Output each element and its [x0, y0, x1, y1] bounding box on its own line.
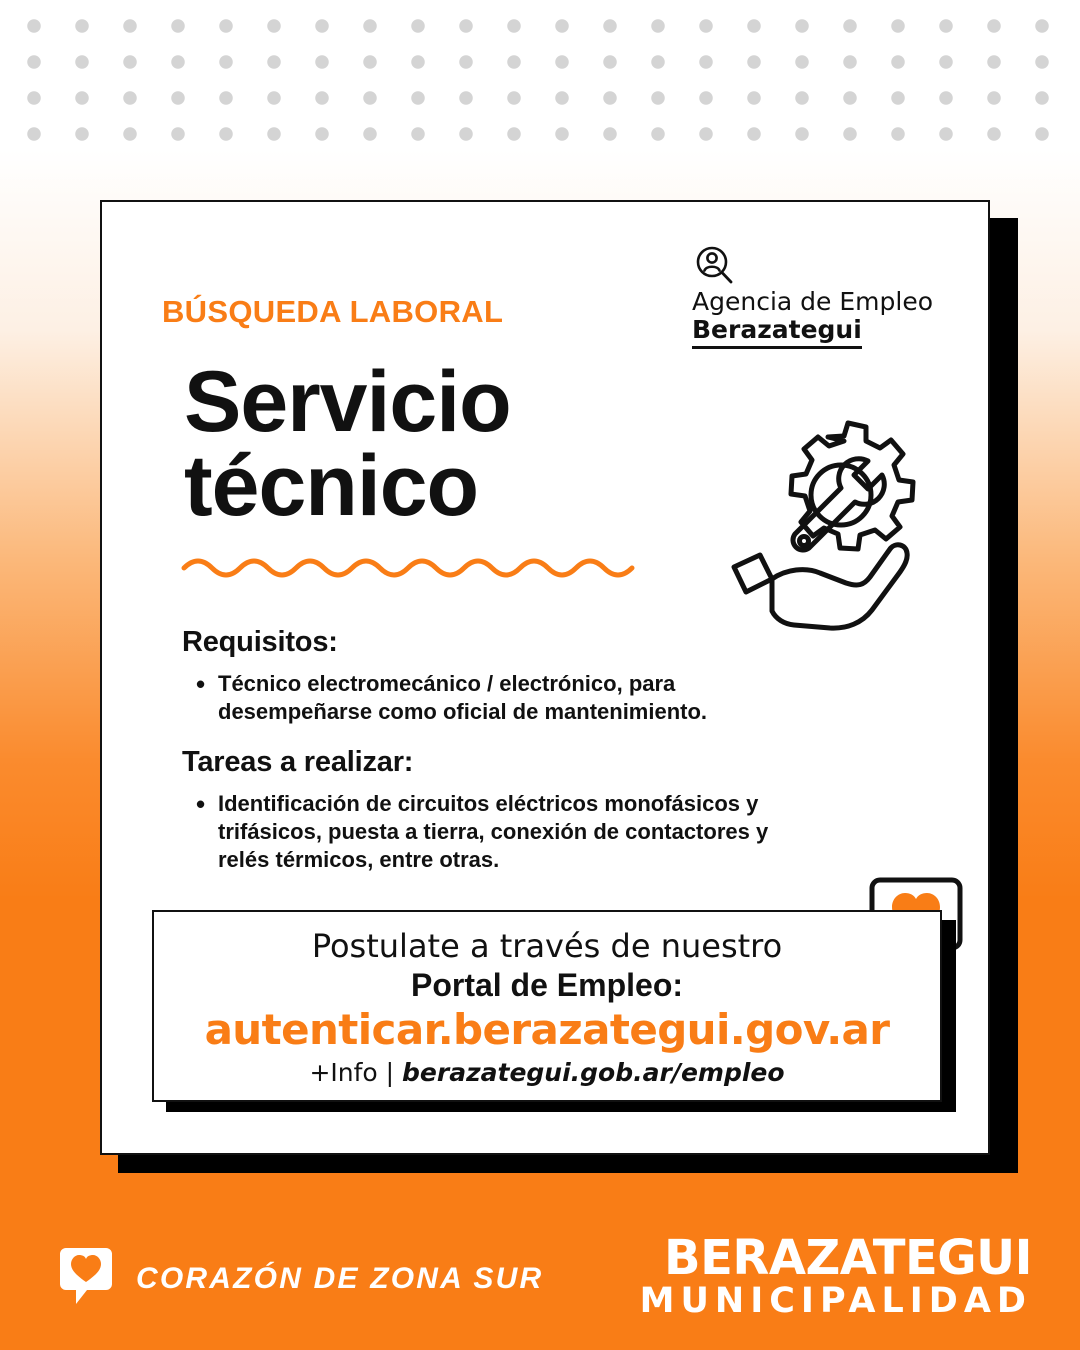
requirements-list [190, 670, 830, 730]
title-line-1: Servicio [184, 354, 511, 450]
gear-wrench-hand-icon [716, 417, 946, 637]
title-line-2: técnico [184, 438, 479, 535]
job-posting-card [100, 200, 990, 1155]
agency-logo [692, 244, 940, 349]
footer-slogan: CORAZÓN DE ZONA SUR [136, 1261, 544, 1295]
dot-pattern-decoration [0, 0, 1080, 160]
requirements-heading: Requisitos: [182, 626, 338, 658]
brand-line-2: MUNICIPALIDAD [639, 1280, 1032, 1321]
agency-name-line1: Agencia de Empleo [692, 287, 933, 316]
person-search-icon [692, 244, 940, 288]
municipality-logo [639, 1229, 1032, 1321]
list-item: • Identificación de circuitos eléctricos monofásicos y trifásicos, puesta a tierra, conexión de contactores y relés térmicos, entre otras. [190, 790, 810, 874]
brand-line-1: BERAZATEGUI [664, 1229, 1032, 1286]
tasks-list [190, 790, 810, 878]
list-item: • Técnico electromecánico / electrónico, para desempeñarse como oficial de mantenimiento. [190, 670, 830, 726]
portal-url[interactable]: autenticar.berazategui.gov.ar [204, 1005, 890, 1055]
more-info-url[interactable]: berazategui.gob.ar/empleo [402, 1057, 785, 1087]
tasks-heading: Tareas a realizar: [182, 746, 414, 778]
cta-line-1: Postulate a través de nuestro [311, 927, 783, 965]
cta-line-2: Portal de Empleo: [410, 967, 684, 1003]
more-info-prefix: +Info | [309, 1057, 403, 1087]
agency-name-line2: Berazategui [692, 316, 862, 350]
footer-slogan-group [58, 1245, 543, 1312]
page-title [184, 354, 511, 535]
squiggle-underline-decoration [180, 550, 640, 589]
more-info-line [154, 1057, 940, 1090]
cta-box [152, 910, 942, 1102]
heart-bubble-icon [58, 1245, 114, 1312]
kicker-label: BÚSQUEDA LABORAL [162, 294, 504, 329]
